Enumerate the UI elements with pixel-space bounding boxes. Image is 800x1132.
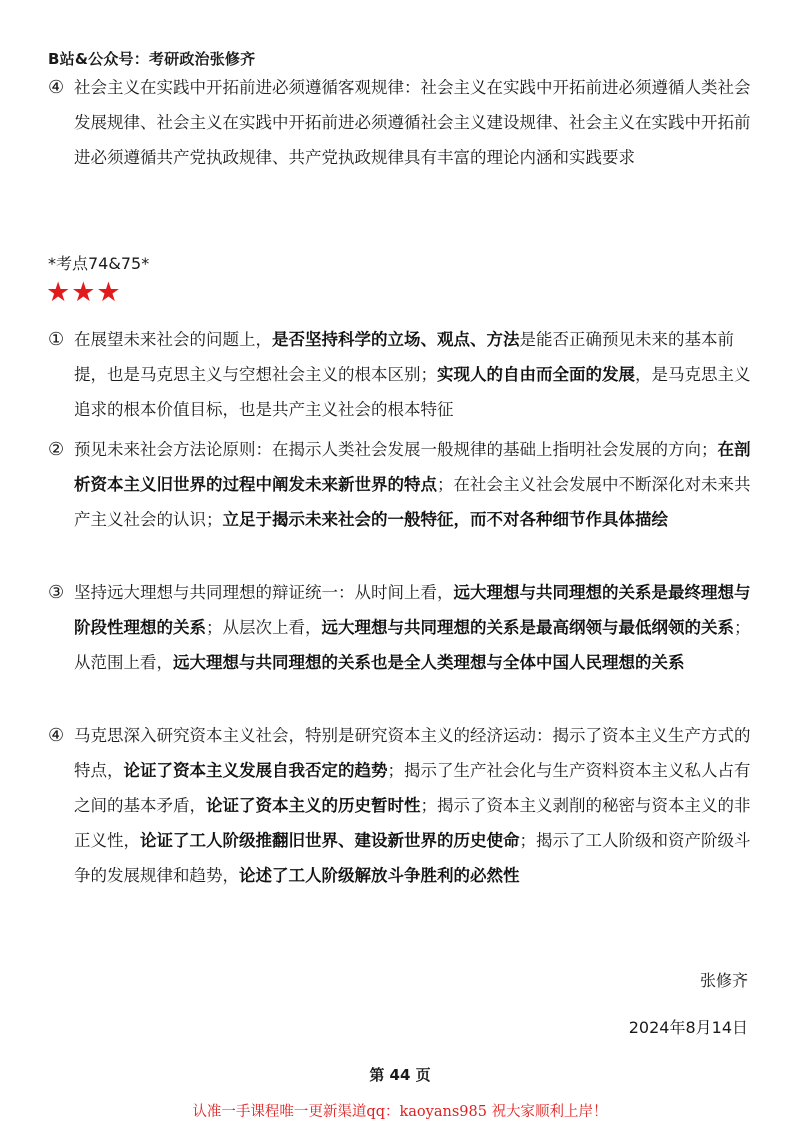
body-text: 预见未来社会方法论原则：在揭示人类社会发展一般规律的基础上指明社会发展的方向；: [74, 440, 718, 459]
body-text: ，是马克思主义追求的根本价值目标，也是共产主义社会的根本特征: [74, 365, 751, 419]
item-number: ④: [48, 77, 65, 98]
emphasized-text: 论证了资本主义发展自我否定的趋势: [123, 761, 388, 780]
section-label: *考点74&75*: [48, 254, 150, 273]
body-text: 坚持远大理想与共同理想的辩证统一：从时间上看，: [74, 583, 454, 602]
date-text: 2024年8月14日: [628, 1018, 748, 1037]
list-item: [48, 322, 756, 427]
emphasized-text: 立足于揭示未来社会的一般特征，而不对各种细节作具体描绘: [222, 510, 668, 529]
body-text: 是能否正确预见未来的基本前提，也是马克思主义与空想社会主义的根本区别；: [74, 330, 734, 384]
item-body: [74, 322, 756, 427]
emphasized-text: 实现人的自由而全面的发展: [437, 365, 635, 384]
body-text: 社会主义在实践中开拓前进必须遵循客观规律：社会主义在实践中开拓前进必须遵循人类社会发展规律、社会主义在实践中开拓前进必须遵循社会主义建设规律、社会主义在实践中开拓前进必须遵循共产党执政规律、共产党执政规律具有丰富的理论内涵和实践要求: [74, 78, 751, 167]
emphasized-text: 远大理想与共同理想的关系是最终理想与阶段性理想的关系: [74, 583, 751, 637]
emphasized-text: 是否坚持科学的立场、观点、方法: [272, 330, 520, 349]
emphasized-text: 在剖析资本主义旧世界的过程中阐发未来新世界的特点: [74, 440, 751, 494]
page-number: 第 44 页: [369, 1066, 431, 1084]
body-text: ；从范围上看，: [74, 618, 751, 672]
body-text: 在展望未来社会的问题上，: [74, 330, 272, 349]
body-text: ；揭示了生产社会化与生产资料资本主义私人占有之间的基本矛盾，: [74, 761, 751, 815]
body-text: ；揭示了工人阶级和资产阶级斗争的发展规律和趋势，: [74, 831, 751, 885]
header-label: B站&公众号：考研政治张修齐: [48, 50, 256, 68]
emphasized-text: 论述了工人阶级解放斗争胜利的必然性: [239, 866, 520, 885]
star-rating: ★★★: [46, 277, 122, 308]
list-item: [48, 432, 756, 537]
author-signature: 张修齐: [699, 971, 748, 990]
list-item: [48, 575, 756, 680]
emphasized-text: 论证了工人阶级推翻旧世界、建设新世界的历史使命: [140, 831, 520, 850]
body-text: 马克思深入研究资本主义社会，特别是研究资本主义的经济运动：揭示了资本主义生产方式的特点，: [74, 726, 751, 780]
list-item: [48, 70, 756, 175]
item-number: ③: [48, 582, 65, 603]
item-number: ①: [48, 329, 65, 350]
emphasized-text: 远大理想与共同理想的关系也是全人类理想与全体中国人民理想的关系: [173, 653, 685, 672]
emphasized-text: 远大理想与共同理想的关系是最高纲领与最低纲领的关系: [321, 618, 734, 637]
body-text: ；在社会主义社会发展中不断深化对未来共产主义社会的认识；: [74, 475, 751, 529]
emphasized-text: 论证了资本主义的历史暂时性: [206, 796, 421, 815]
item-number: ②: [48, 439, 65, 460]
item-body: [74, 432, 756, 537]
item-number: ④: [48, 725, 65, 746]
item-body: [74, 575, 756, 680]
item-body: [74, 718, 756, 893]
footer-note: 认准一手课程唯一更新渠道qq：kaoyans985 祝大家顺利上岸！: [192, 1104, 608, 1120]
body-text: ；从层次上看，: [206, 618, 322, 637]
list-item: [48, 718, 756, 893]
body-text: ；揭示了资本主义剥削的秘密与资本主义的非正义性，: [74, 796, 751, 850]
item-body: [74, 70, 756, 175]
